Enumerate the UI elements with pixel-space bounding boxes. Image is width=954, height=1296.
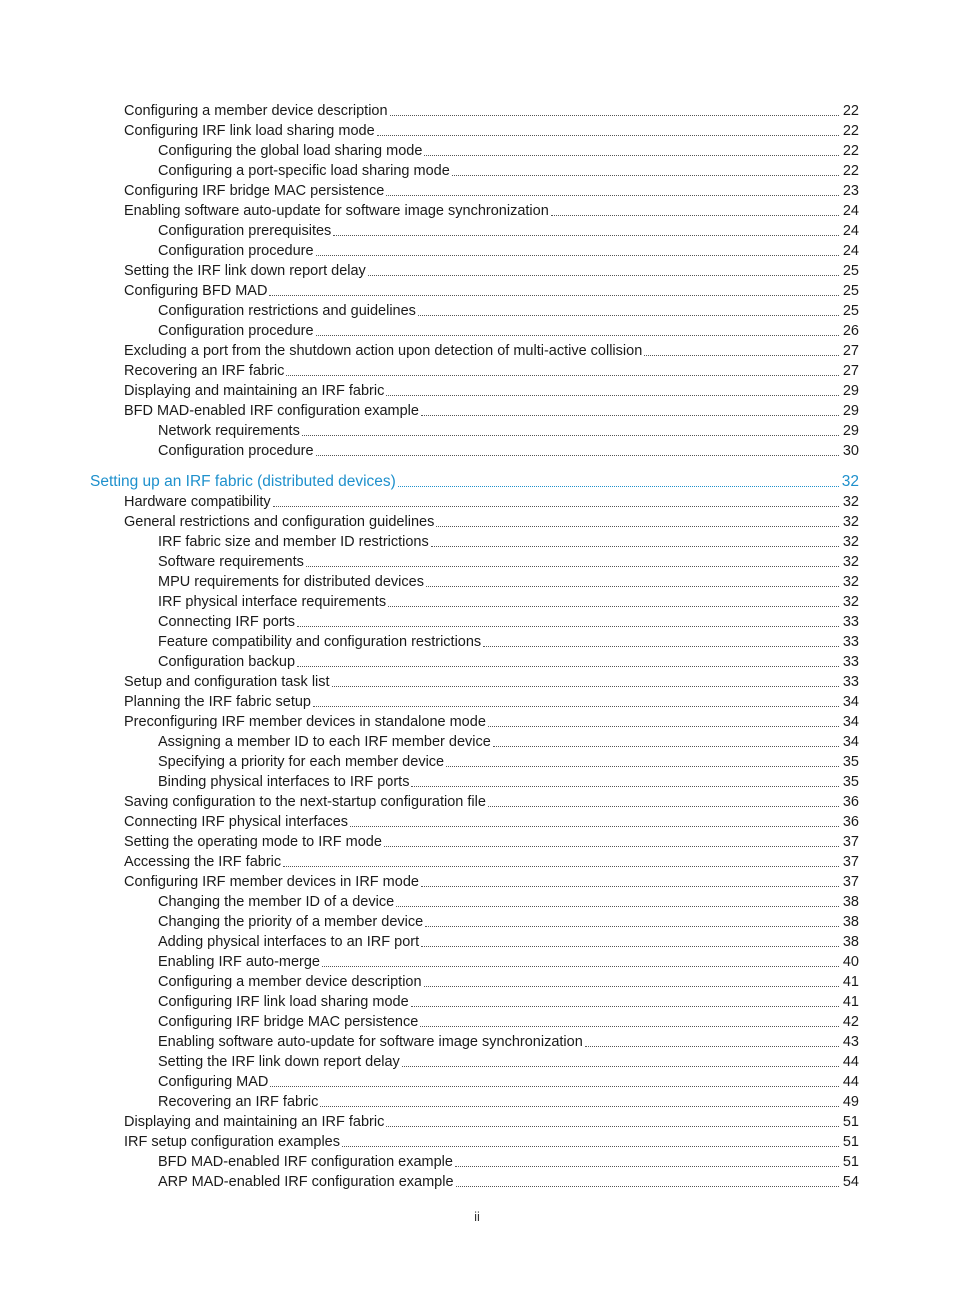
toc-entry[interactable] xyxy=(0,240,954,260)
toc-entry-page: 32 xyxy=(841,473,859,490)
toc-entry[interactable] xyxy=(0,951,954,971)
dot-leader xyxy=(456,1186,839,1187)
dot-leader xyxy=(446,766,839,767)
toc-entry[interactable] xyxy=(0,1051,954,1071)
toc-entry[interactable] xyxy=(0,1071,954,1091)
toc-entry-title: Connecting IRF physical interfaces xyxy=(124,814,349,830)
dot-leader xyxy=(320,1106,839,1107)
toc-entry-title: Assigning a member ID to each IRF member device xyxy=(158,734,491,750)
toc-entry-page: 22 xyxy=(842,123,859,139)
dot-leader xyxy=(273,506,839,507)
toc-entry[interactable] xyxy=(0,631,954,651)
dot-leader xyxy=(396,906,839,907)
toc-entry-page: 27 xyxy=(842,363,859,379)
toc-entry[interactable] xyxy=(0,691,954,711)
toc-entry-page: 44 xyxy=(842,1054,859,1070)
toc-entry-page: 27 xyxy=(842,343,859,359)
toc-entry-page: 37 xyxy=(842,854,859,870)
toc-entry-title: Configuring IRF bridge MAC persistence xyxy=(158,1014,419,1030)
toc-entry-page: 26 xyxy=(842,323,859,339)
dot-leader xyxy=(644,355,839,356)
toc-entry-title: Feature compatibility and configuration restrictions xyxy=(158,634,482,650)
toc-entry-title: Setting the IRF link down report delay xyxy=(158,1054,400,1070)
toc-entry[interactable] xyxy=(0,591,954,611)
toc-entry[interactable] xyxy=(0,971,954,991)
toc-entry-title: Setup and configuration task list xyxy=(124,674,330,690)
toc-entry-title: Displaying and maintaining an IRF fabric xyxy=(124,1114,385,1130)
toc-entry[interactable] xyxy=(0,340,954,360)
toc-entry-page: 38 xyxy=(842,934,859,950)
toc-entry[interactable] xyxy=(0,931,954,951)
dot-leader xyxy=(386,395,839,396)
dot-leader xyxy=(436,526,839,527)
toc-entry[interactable] xyxy=(0,711,954,731)
dot-leader xyxy=(455,1166,839,1167)
toc-entry-page: 34 xyxy=(842,734,859,750)
toc-entry-page: 24 xyxy=(842,243,859,259)
toc-entry[interactable] xyxy=(0,1151,954,1171)
toc-entry[interactable] xyxy=(0,140,954,160)
toc-entry-title: Network requirements xyxy=(158,423,300,439)
toc-entry-title: Changing the member ID of a device xyxy=(158,894,395,910)
toc-entry-page: 30 xyxy=(842,443,859,459)
toc-entry-page: 44 xyxy=(842,1074,859,1090)
dot-leader xyxy=(402,1066,839,1067)
toc-entry[interactable] xyxy=(0,1111,954,1131)
toc-entry-page: 37 xyxy=(842,834,859,850)
toc-entry-page: 29 xyxy=(842,383,859,399)
toc-entry[interactable] xyxy=(0,651,954,671)
toc-entry[interactable] xyxy=(0,1171,954,1191)
toc-entry[interactable] xyxy=(0,420,954,440)
toc-entry-title: BFD MAD-enabled IRF configuration example xyxy=(124,403,419,419)
dot-leader xyxy=(316,255,839,256)
toc-entry-page: 54 xyxy=(842,1174,859,1190)
dot-leader xyxy=(386,1126,839,1127)
toc-entry[interactable] xyxy=(0,491,954,511)
toc-entry[interactable] xyxy=(0,891,954,911)
dot-leader xyxy=(488,806,839,807)
toc-entry-title: IRF setup configuration examples xyxy=(124,1134,340,1150)
dot-leader xyxy=(493,746,839,747)
toc-entry[interactable] xyxy=(0,180,954,200)
dot-leader xyxy=(390,115,839,116)
toc-entry-title: Enabling software auto-update for software image synchronization xyxy=(124,203,549,219)
toc-entry-title: Configuring IRF member devices in IRF mode xyxy=(124,874,419,890)
toc-entry-title: ARP MAD-enabled IRF configuration example xyxy=(158,1174,454,1190)
table-of-contents xyxy=(0,100,954,1191)
toc-entry-title: MPU requirements for distributed devices xyxy=(158,574,424,590)
toc-entry-title: Preconfiguring IRF member devices in standalone mode xyxy=(124,714,486,730)
toc-entry-page: 51 xyxy=(842,1154,859,1170)
dot-leader xyxy=(551,215,839,216)
dot-leader xyxy=(350,826,839,827)
toc-entry-page: 35 xyxy=(842,774,859,790)
toc-entry-title: Configuring a member device description xyxy=(124,103,388,119)
dot-leader xyxy=(297,666,839,667)
toc-entry-page: 38 xyxy=(842,894,859,910)
toc-entry-title: Accessing the IRF fabric xyxy=(124,854,282,870)
toc-entry-title: Configuration procedure xyxy=(158,323,314,339)
toc-entry-title: Enabling IRF auto-merge xyxy=(158,954,320,970)
dot-leader xyxy=(306,566,839,567)
toc-entry-title: Configuring MAD xyxy=(158,1074,269,1090)
toc-entry[interactable] xyxy=(0,400,954,420)
toc-entry-title: Configuring IRF bridge MAC persistence xyxy=(124,183,385,199)
dot-leader xyxy=(411,1006,839,1007)
toc-entry-page: 23 xyxy=(842,183,859,199)
dot-leader xyxy=(418,315,839,316)
toc-entry-title: Enabling software auto-update for software image synchronization xyxy=(158,1034,583,1050)
toc-entry-title: Saving configuration to the next-startup configuration file xyxy=(124,794,486,810)
toc-entry-title: Recovering an IRF fabric xyxy=(124,363,285,379)
dot-leader xyxy=(322,966,839,967)
toc-entry-title: Configuration restrictions and guidelines xyxy=(158,303,416,319)
toc-entry-title: Adding physical interfaces to an IRF port xyxy=(158,934,420,950)
toc-entry-page: 34 xyxy=(842,694,859,710)
toc-entry-title: Planning the IRF fabric setup xyxy=(124,694,311,710)
dot-leader xyxy=(431,546,839,547)
toc-entry-title: Configuring the global load sharing mode xyxy=(158,143,423,159)
toc-entry[interactable] xyxy=(0,100,954,120)
toc-entry-title: Configuration procedure xyxy=(158,443,314,459)
toc-entry[interactable] xyxy=(0,611,954,631)
toc-entry-page: 36 xyxy=(842,814,859,830)
toc-entry-title: Hardware compatibility xyxy=(124,494,271,510)
toc-entry-page: 32 xyxy=(842,514,859,530)
toc-entry-page: 25 xyxy=(842,263,859,279)
toc-entry-page: 32 xyxy=(842,494,859,510)
toc-entry-page: 29 xyxy=(842,403,859,419)
toc-entry-title: Recovering an IRF fabric xyxy=(158,1094,319,1110)
dot-leader xyxy=(316,335,839,336)
toc-entry[interactable] xyxy=(0,1131,954,1151)
toc-chapter-entry[interactable] xyxy=(0,470,954,491)
dot-leader xyxy=(384,846,839,847)
toc-entry-page: 22 xyxy=(842,143,859,159)
dot-leader xyxy=(426,586,839,587)
toc-entry-page: 32 xyxy=(842,534,859,550)
toc-entry[interactable] xyxy=(0,1091,954,1111)
dot-leader xyxy=(388,606,839,607)
dot-leader xyxy=(585,1046,839,1047)
toc-entry-title: Configuring BFD MAD xyxy=(124,283,268,299)
toc-entry[interactable] xyxy=(0,440,954,460)
toc-entry[interactable] xyxy=(0,991,954,1011)
toc-entry-page: 32 xyxy=(842,594,859,610)
toc-entry-page: 41 xyxy=(842,994,859,1010)
toc-entry-title: Configuration procedure xyxy=(158,243,314,259)
toc-entry-title: Configuration prerequisites xyxy=(158,223,332,239)
toc-entry-title: Displaying and maintaining an IRF fabric xyxy=(124,383,385,399)
toc-entry-page: 33 xyxy=(842,614,859,630)
toc-entry[interactable] xyxy=(0,1011,954,1031)
toc-entry[interactable] xyxy=(0,751,954,771)
toc-entry[interactable] xyxy=(0,831,954,851)
toc-entry-page: 22 xyxy=(842,103,859,119)
toc-entry-page: 32 xyxy=(842,574,859,590)
toc-entry[interactable] xyxy=(0,280,954,300)
toc-entry-page: 40 xyxy=(842,954,859,970)
toc-entry-title: Binding physical interfaces to IRF ports xyxy=(158,774,410,790)
toc-entry-title: General restrictions and configuration guidelines xyxy=(124,514,435,530)
toc-entry-page: 35 xyxy=(842,754,859,770)
toc-entry-title: Configuring IRF link load sharing mode xyxy=(158,994,409,1010)
toc-entry-page: 33 xyxy=(842,674,859,690)
toc-entry-page: 22 xyxy=(842,163,859,179)
toc-entry-title: Excluding a port from the shutdown action upon detection of multi-active collision xyxy=(124,343,643,359)
toc-entry[interactable] xyxy=(0,731,954,751)
dot-leader xyxy=(424,155,839,156)
toc-entry-page: 33 xyxy=(842,654,859,670)
toc-entry[interactable] xyxy=(0,771,954,791)
dot-leader xyxy=(452,175,839,176)
toc-entry-page: 24 xyxy=(842,203,859,219)
toc-entry[interactable] xyxy=(0,200,954,220)
toc-entry[interactable] xyxy=(0,671,954,691)
toc-entry[interactable] xyxy=(0,360,954,380)
dot-leader xyxy=(270,1086,839,1087)
toc-entry-title: Specifying a priority for each member device xyxy=(158,754,445,770)
toc-entry-page: 51 xyxy=(842,1114,859,1130)
toc-entry[interactable] xyxy=(0,871,954,891)
toc-entry-page: 51 xyxy=(842,1134,859,1150)
dot-leader xyxy=(488,726,839,727)
toc-entry-title: Configuring a port-specific load sharing mode xyxy=(158,163,450,179)
toc-entry[interactable] xyxy=(0,220,954,240)
dot-leader xyxy=(332,686,839,687)
toc-entry-page: 34 xyxy=(842,714,859,730)
toc-entry[interactable] xyxy=(0,531,954,551)
toc-entry[interactable] xyxy=(0,511,954,531)
toc-entry[interactable] xyxy=(0,320,954,340)
toc-entry-page: 24 xyxy=(842,223,859,239)
dot-leader xyxy=(269,295,839,296)
toc-entry-page: 29 xyxy=(842,423,859,439)
toc-entry[interactable] xyxy=(0,851,954,871)
toc-entry[interactable] xyxy=(0,160,954,180)
toc-entry-title: Setting the IRF link down report delay xyxy=(124,263,366,279)
toc-entry-page: 49 xyxy=(842,1094,859,1110)
toc-entry[interactable] xyxy=(0,260,954,280)
toc-entry-page: 25 xyxy=(842,303,859,319)
dot-leader xyxy=(342,1146,839,1147)
toc-entry-page: 43 xyxy=(842,1034,859,1050)
toc-entry-page: 36 xyxy=(842,794,859,810)
toc-entry[interactable] xyxy=(0,380,954,400)
toc-entry-page: 33 xyxy=(842,634,859,650)
toc-entry[interactable] xyxy=(0,300,954,320)
toc-entry[interactable] xyxy=(0,551,954,571)
toc-entry-title: Setting the operating mode to IRF mode xyxy=(124,834,382,850)
toc-entry[interactable] xyxy=(0,120,954,140)
dot-leader xyxy=(420,1026,839,1027)
toc-entry-page: 41 xyxy=(842,974,859,990)
toc-entry-title: Connecting IRF ports xyxy=(158,614,296,630)
dot-leader xyxy=(483,646,839,647)
dot-leader xyxy=(313,706,839,707)
dot-leader xyxy=(386,195,839,196)
toc-entry-title: Setting up an IRF fabric (distributed devices) xyxy=(90,473,396,490)
toc-entry-page: 38 xyxy=(842,914,859,930)
dot-leader xyxy=(333,235,839,236)
toc-entry[interactable] xyxy=(0,811,954,831)
toc-entry[interactable] xyxy=(0,911,954,931)
dot-leader xyxy=(421,886,839,887)
toc-entry-title: Configuring IRF link load sharing mode xyxy=(124,123,375,139)
toc-entry-title: IRF fabric size and member ID restrictions xyxy=(158,534,429,550)
dot-leader xyxy=(425,926,839,927)
dot-leader xyxy=(302,435,839,436)
toc-entry-title: Configuring a member device description xyxy=(158,974,422,990)
toc-entry-title: Software requirements xyxy=(158,554,304,570)
dot-leader xyxy=(283,866,839,867)
page-number: ii xyxy=(474,1209,480,1224)
toc-entry-page: 25 xyxy=(842,283,859,299)
toc-entry-page: 32 xyxy=(842,554,859,570)
toc-entry-page: 37 xyxy=(842,874,859,890)
dot-leader xyxy=(297,626,839,627)
toc-entry[interactable] xyxy=(0,791,954,811)
dot-leader xyxy=(398,486,839,487)
toc-entry[interactable] xyxy=(0,1031,954,1051)
dot-leader xyxy=(286,375,839,376)
dot-leader xyxy=(316,455,839,456)
dot-leader xyxy=(421,946,839,947)
toc-entry[interactable] xyxy=(0,571,954,591)
toc-entry-title: Changing the priority of a member device xyxy=(158,914,424,930)
dot-leader xyxy=(377,135,839,136)
toc-entry-page: 42 xyxy=(842,1014,859,1030)
toc-entry-title: IRF physical interface requirements xyxy=(158,594,387,610)
dot-leader xyxy=(411,786,839,787)
dot-leader xyxy=(424,986,839,987)
toc-entry-title: Configuration backup xyxy=(158,654,296,670)
dot-leader xyxy=(421,415,839,416)
dot-leader xyxy=(368,275,839,276)
toc-entry-title: BFD MAD-enabled IRF configuration example xyxy=(158,1154,453,1170)
